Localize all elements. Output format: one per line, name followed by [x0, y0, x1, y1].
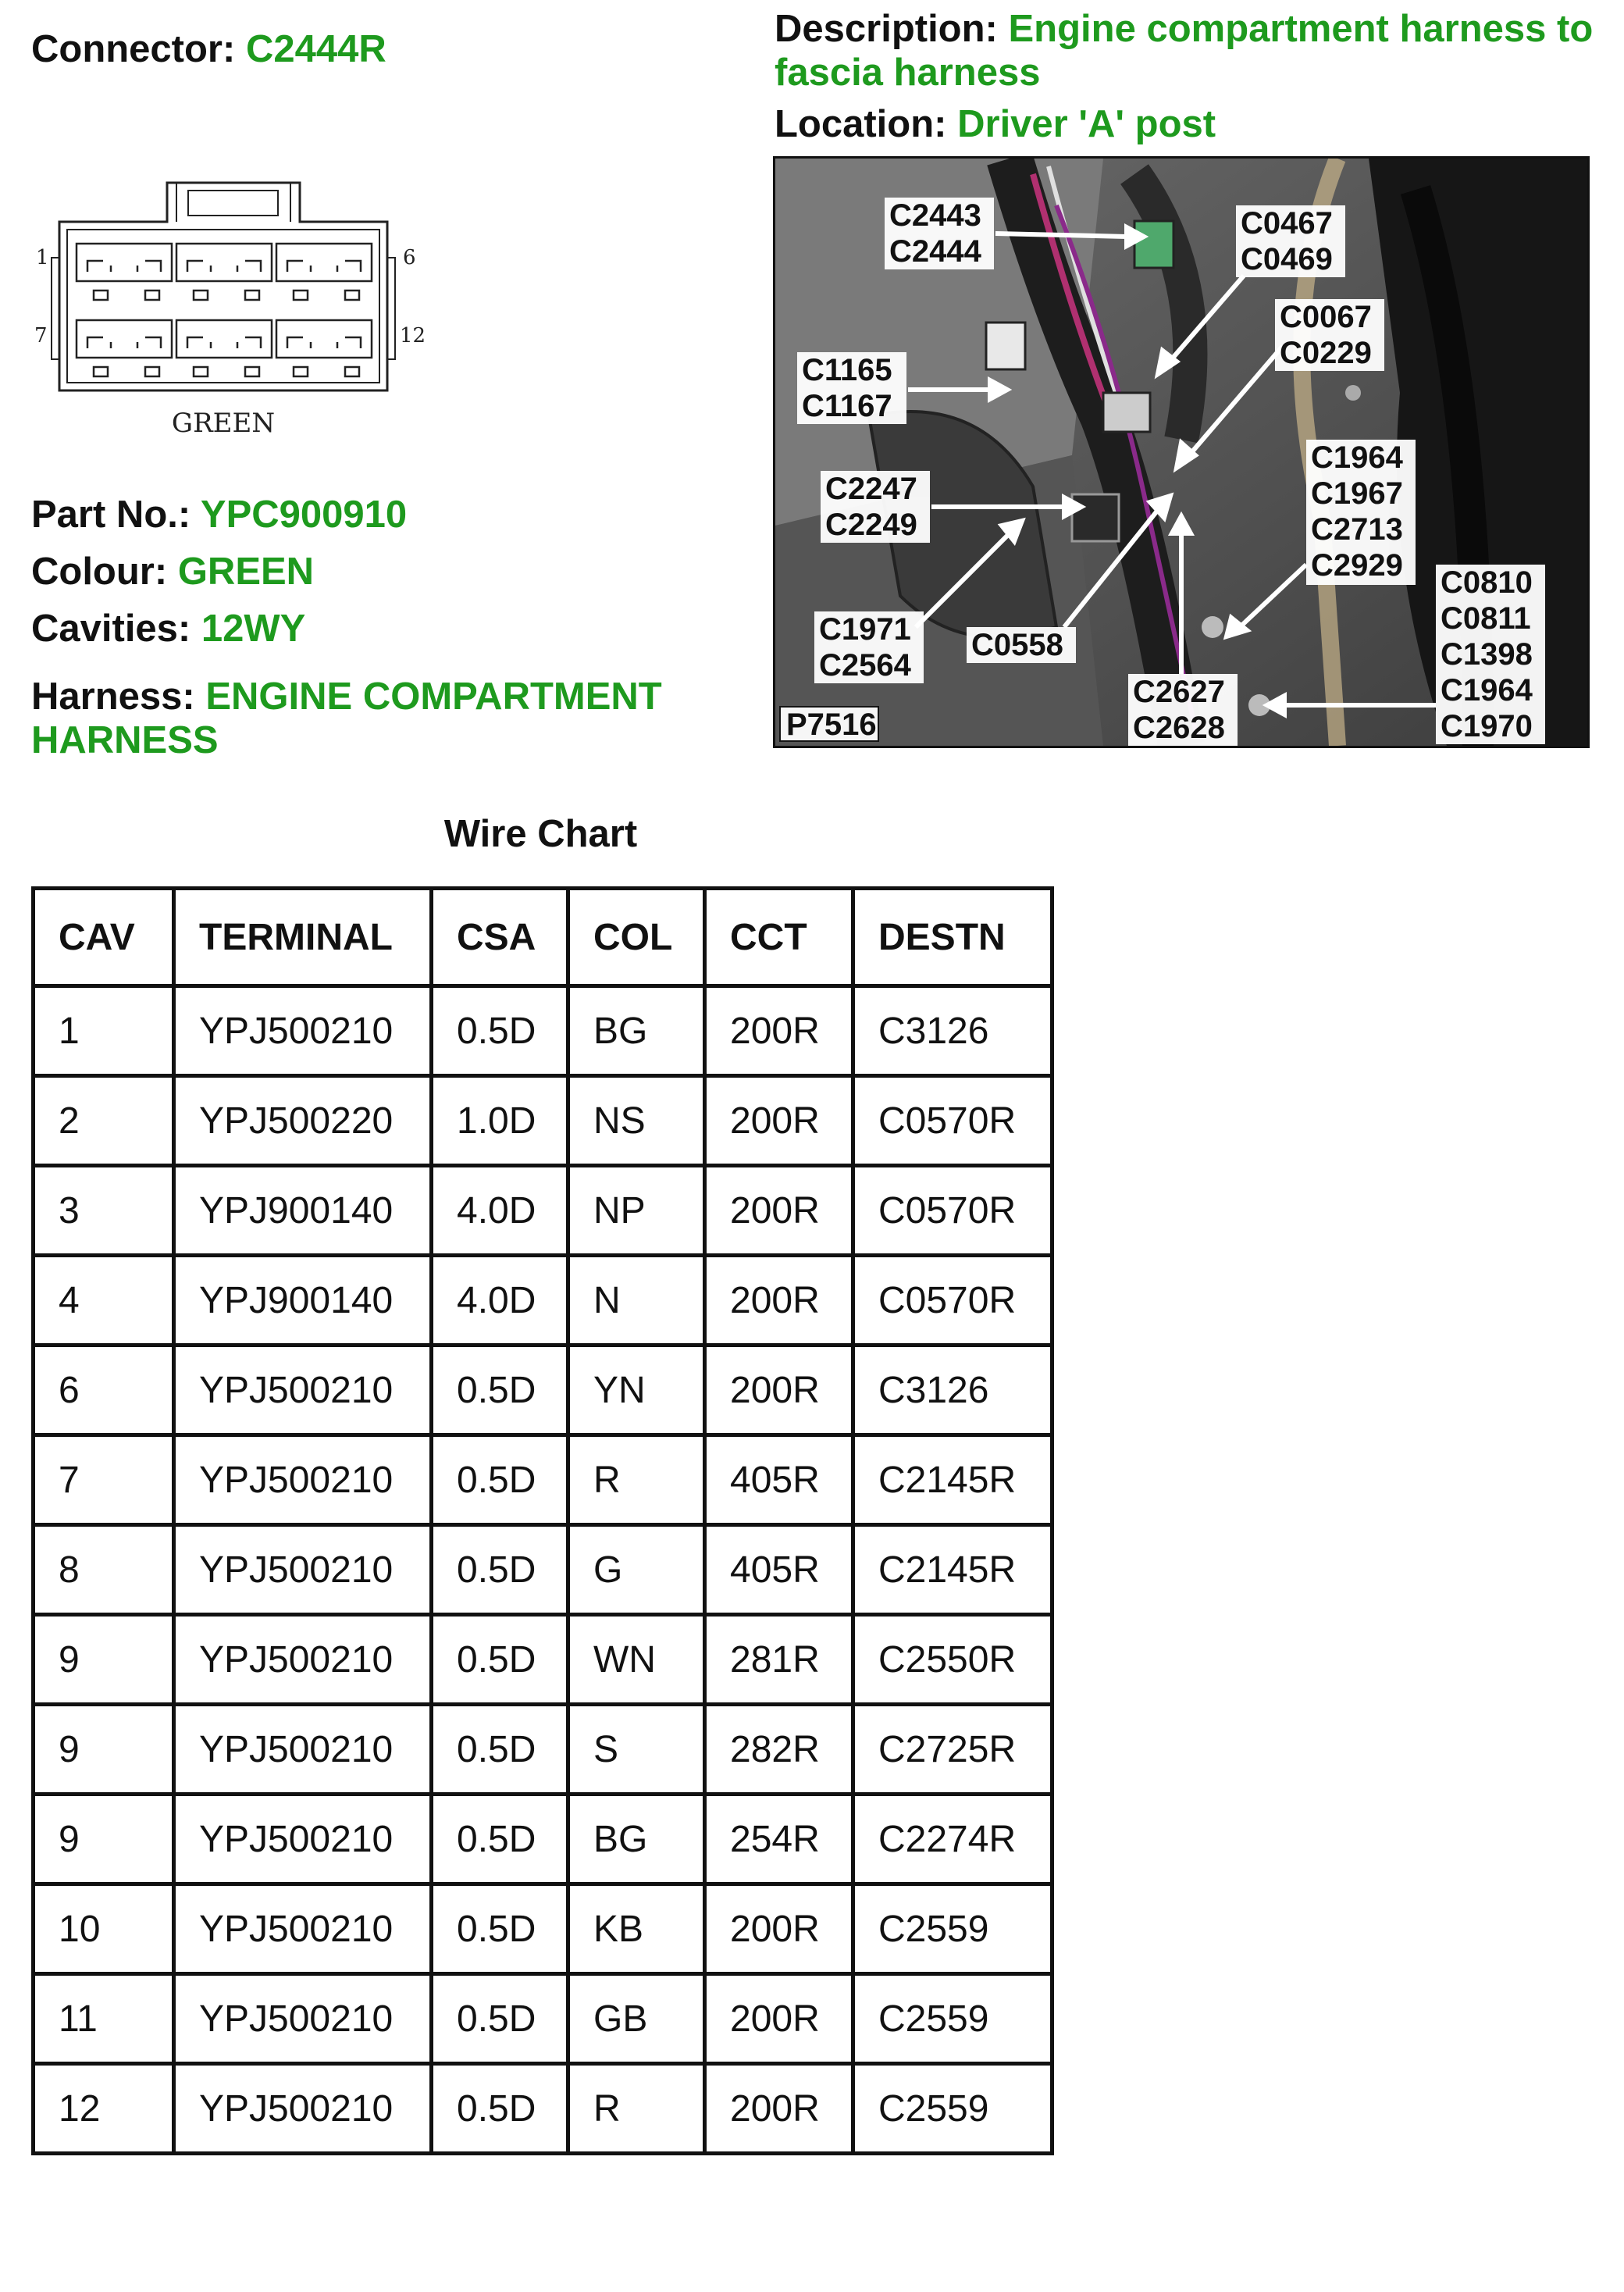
cell-destn: C2550R [853, 1615, 1052, 1705]
cell-col: KB [568, 1884, 705, 1974]
cell-terminal: YPJ500210 [174, 1525, 432, 1615]
cell-csa: 0.5D [432, 1435, 568, 1525]
cell-terminal: YPJ500210 [174, 1435, 432, 1525]
header-cav: CAV [34, 889, 174, 986]
cell-cct: 405R [705, 1525, 853, 1615]
cell-terminal: YPJ900140 [174, 1166, 432, 1256]
part-no-label: Part No.: [31, 494, 191, 536]
cell-terminal: YPJ500210 [174, 1884, 432, 1974]
cell-cav: 4 [34, 1256, 174, 1346]
cell-cav: 2 [34, 1076, 174, 1166]
photo-callout-label: C2627 [1133, 675, 1225, 709]
photo-callout-label: C2247 [825, 472, 917, 506]
harness-line [31, 674, 662, 719]
cell-cct: 200R [705, 1346, 853, 1435]
cell-cav: 11 [34, 1974, 174, 2064]
cavity-pin-slot [245, 291, 259, 300]
cell-cav: 1 [34, 986, 174, 1076]
table-row [34, 1166, 1052, 1256]
photo-callout-label: C0067 [1280, 300, 1372, 334]
table-row [34, 1705, 1052, 1795]
cell-destn: C3126 [853, 986, 1052, 1076]
cell-terminal: YPJ500210 [174, 1615, 432, 1705]
header-cct: CCT [705, 889, 853, 986]
photo-callout-label: C1165 [802, 353, 892, 387]
wire-chart-table [31, 886, 1054, 2155]
table-row [34, 2064, 1052, 2154]
cell-cav: 9 [34, 1705, 174, 1795]
cell-cct: 200R [705, 1256, 853, 1346]
connector-face-diagram [28, 172, 434, 445]
cavity-pin-slot [245, 367, 259, 376]
cavity-pin-slot [145, 367, 159, 376]
cell-destn: C2559 [853, 1884, 1052, 1974]
cavity-block [77, 320, 172, 358]
table-row [34, 1076, 1052, 1166]
cell-cav: 8 [34, 1525, 174, 1615]
cell-csa: 0.5D [432, 1974, 568, 2064]
cell-cct: 282R [705, 1705, 853, 1795]
table-row [34, 1435, 1052, 1525]
photo-callout-label: C2929 [1311, 548, 1403, 583]
location-label: Location: [775, 103, 947, 145]
cell-destn: C2725R [853, 1705, 1052, 1795]
cell-cav: 6 [34, 1346, 174, 1435]
connector-value: C2444R [245, 28, 386, 70]
cell-terminal: YPJ500210 [174, 2064, 432, 2154]
wire-chart-header-row [34, 889, 1052, 986]
cell-cav: 3 [34, 1166, 174, 1256]
photo-callout-label: C0229 [1280, 336, 1372, 370]
photo-callout-label: C0810 [1441, 565, 1533, 600]
cavity-pin-slot [94, 367, 108, 376]
cell-cav: 9 [34, 1795, 174, 1884]
photo-callout-label: C1967 [1311, 476, 1403, 511]
part-no-line [31, 492, 407, 537]
cell-col: GB [568, 1974, 705, 2064]
cavities-value: 12WY [201, 608, 306, 650]
table-row [34, 1256, 1052, 1346]
table-row [34, 986, 1052, 1076]
cavity-pin-slot [345, 367, 359, 376]
cavity-pin-slot [294, 367, 308, 376]
table-row [34, 1974, 1052, 2064]
photo-callout-label: C0467 [1241, 206, 1333, 241]
description-value: Engine compartment harness to [1008, 8, 1594, 50]
location-line [775, 102, 1216, 147]
cell-cav: 9 [34, 1615, 174, 1705]
cell-destn: C3126 [853, 1346, 1052, 1435]
cell-cct: 200R [705, 1076, 853, 1166]
cell-destn: C2559 [853, 2064, 1052, 2154]
location-photo-graphic [775, 159, 1587, 746]
description-label: Description: [775, 8, 998, 50]
cell-destn: C2145R [853, 1525, 1052, 1615]
description-line [775, 6, 1593, 52]
cavity-block [276, 320, 372, 358]
cell-terminal: YPJ500210 [174, 1346, 432, 1435]
pin-label-12: 12 [400, 324, 426, 348]
cell-cct: 281R [705, 1615, 853, 1705]
location-value: Driver 'A' post [957, 103, 1216, 145]
cell-cct: 200R [705, 2064, 853, 2154]
cell-csa: 0.5D [432, 1795, 568, 1884]
table-row [34, 1884, 1052, 1974]
photo-callout-label: C2628 [1133, 711, 1225, 745]
cell-terminal: YPJ500210 [174, 1705, 432, 1795]
cell-destn: C2274R [853, 1795, 1052, 1884]
cavity-block [176, 244, 272, 281]
cell-col: R [568, 2064, 705, 2154]
harness-label: Harness: [31, 675, 195, 718]
connector-label: Connector: [31, 28, 236, 70]
cell-col: R [568, 1435, 705, 1525]
photo-callout-label: C1398 [1441, 637, 1533, 672]
connector-line [31, 27, 386, 72]
photo-callout-label: C1970 [1441, 709, 1533, 743]
header-col: COL [568, 889, 705, 986]
cell-col: BG [568, 986, 705, 1076]
cell-csa: 4.0D [432, 1256, 568, 1346]
diagram-color-label: GREEN [171, 408, 276, 439]
table-row [34, 1795, 1052, 1884]
table-row [34, 1615, 1052, 1705]
cell-terminal: YPJ500210 [174, 1795, 432, 1884]
cell-col: BG [568, 1795, 705, 1884]
photo-callout-label: C2564 [819, 648, 911, 683]
cell-cct: 200R [705, 1166, 853, 1256]
photo-callout-label: C2249 [825, 508, 917, 542]
cavity-pin-slot [145, 291, 159, 300]
table-row [34, 1346, 1052, 1435]
cell-col: YN [568, 1346, 705, 1435]
cell-cct: 200R [705, 986, 853, 1076]
photo-callout-label: C2713 [1311, 512, 1403, 547]
photo-callout-label: C2443 [889, 198, 981, 233]
cell-col: NS [568, 1076, 705, 1166]
header-terminal: TERMINAL [174, 889, 432, 986]
photo-callout-label: C1964 [1311, 440, 1403, 475]
cell-csa: 0.5D [432, 986, 568, 1076]
cell-col: S [568, 1705, 705, 1795]
cell-csa: 0.5D [432, 1705, 568, 1795]
colour-value: GREEN [177, 551, 315, 593]
cell-cct: 254R [705, 1795, 853, 1884]
harness-value: ENGINE COMPARTMENT [205, 675, 662, 718]
part-no-value: YPC900910 [200, 494, 408, 536]
cavity-pin-slot [345, 291, 359, 300]
cell-cav: 10 [34, 1884, 174, 1974]
cell-csa: 0.5D [432, 1615, 568, 1705]
cavity-block [176, 320, 272, 358]
cell-csa: 0.5D [432, 1884, 568, 1974]
cell-cav: 12 [34, 2064, 174, 2154]
cell-col: WN [568, 1615, 705, 1705]
photo-callout-label: C0558 [971, 628, 1063, 662]
photo-callout-label: C1167 [802, 389, 892, 423]
cavity-pin-slot [194, 367, 208, 376]
pin-label-1: 1 [36, 246, 49, 269]
cell-destn: C0570R [853, 1166, 1052, 1256]
cavity-block [77, 244, 172, 281]
cavities-label: Cavities: [31, 608, 191, 650]
cell-terminal: YPJ900140 [174, 1256, 432, 1346]
wire-chart-title: Wire Chart [443, 813, 638, 855]
cavity-pin-slot [194, 291, 208, 300]
colour-line [31, 549, 314, 594]
cell-terminal: YPJ500220 [174, 1076, 432, 1166]
colour-label: Colour: [31, 551, 168, 593]
photo-callout-label: C0811 [1441, 601, 1531, 636]
cavity-pin-slot [94, 291, 108, 300]
photo-callout-label: C1971 [819, 612, 911, 647]
cell-cav: 7 [34, 1435, 174, 1525]
header-destn: DESTN [853, 889, 1052, 986]
cell-col: N [568, 1256, 705, 1346]
cell-destn: C2145R [853, 1435, 1052, 1525]
pin-label-7: 7 [34, 324, 48, 348]
harness-value-line2: HARNESS [31, 719, 219, 761]
cell-cct: 200R [705, 1884, 853, 1974]
photo-reference: P7516 [786, 708, 877, 742]
cell-terminal: YPJ500210 [174, 986, 432, 1076]
location-photo [773, 156, 1590, 748]
cell-terminal: YPJ500210 [174, 1974, 432, 2064]
cavity-pin-slot [294, 291, 308, 300]
cell-col: G [568, 1525, 705, 1615]
cell-csa: 4.0D [432, 1166, 568, 1256]
cell-csa: 1.0D [432, 1076, 568, 1166]
cell-csa: 0.5D [432, 1346, 568, 1435]
cell-destn: C0570R [853, 1256, 1052, 1346]
photo-callout-label: C2444 [889, 234, 981, 269]
cell-destn: C0570R [853, 1076, 1052, 1166]
cell-csa: 0.5D [432, 1525, 568, 1615]
cell-cct: 405R [705, 1435, 853, 1525]
cell-csa: 0.5D [432, 2064, 568, 2154]
cell-destn: C2559 [853, 1974, 1052, 2064]
photo-callout-label: C1964 [1441, 673, 1533, 708]
photo-callout-label: C0469 [1241, 242, 1333, 276]
cavities-line [31, 606, 305, 651]
description-value-line2: fascia harness [775, 52, 1041, 94]
pin-label-6: 6 [403, 246, 416, 269]
cell-cct: 200R [705, 1974, 853, 2064]
table-row [34, 1525, 1052, 1615]
cavity-block [276, 244, 372, 281]
cell-col: NP [568, 1166, 705, 1256]
header-csa: CSA [432, 889, 568, 986]
